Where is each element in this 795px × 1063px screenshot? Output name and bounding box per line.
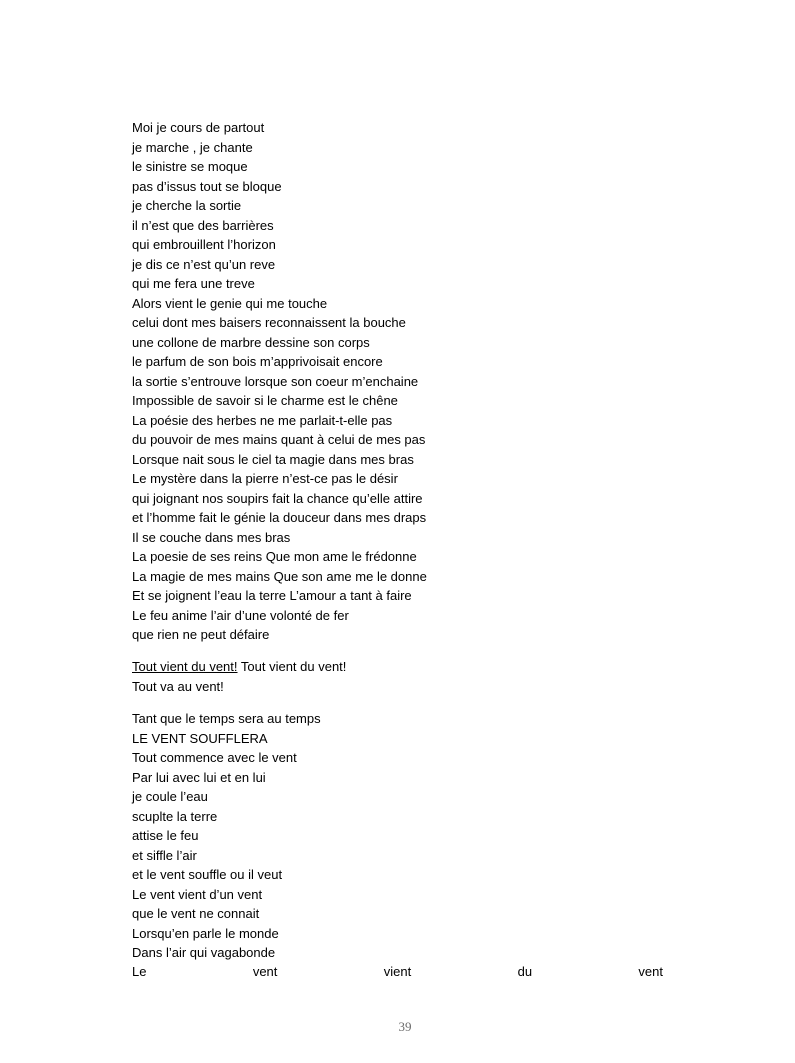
poem-line: le parfum de son bois m’apprivoisait encore bbox=[132, 354, 383, 369]
poem-line: pas d’issus tout se bloque bbox=[132, 178, 282, 194]
poem-line: La poesie de ses reins Que mon ame le frédonne bbox=[132, 549, 417, 564]
poem-line: scuplte la terre bbox=[132, 808, 218, 824]
final-word: vent bbox=[252, 964, 278, 979]
poem-line: et le vent souffle ou il veut bbox=[132, 867, 283, 882]
poem-line: je dis ce n’est qu’un reve bbox=[132, 256, 276, 272]
poem-line: qui me fera une treve bbox=[132, 276, 255, 291]
poem-line: que le vent ne connait bbox=[132, 906, 260, 921]
poem-line: je cherche la sortie bbox=[132, 198, 242, 213]
final-word: du bbox=[517, 964, 533, 979]
poem-line: je coule l’eau bbox=[132, 789, 208, 804]
poem-line: je marche , je chante bbox=[132, 139, 253, 155]
final-word: vent bbox=[638, 964, 663, 979]
final-word: vient bbox=[383, 964, 412, 979]
poem-line: Tant que le temps sera au temps bbox=[132, 711, 321, 726]
poem-line: le sinistre se moque bbox=[132, 159, 248, 174]
poem-line: Impossible de savoir si le charme est le chêne bbox=[132, 393, 398, 408]
poem-line: Lorsqu’en parle le monde bbox=[132, 925, 279, 941]
poem-line: que rien ne peut défaire bbox=[132, 627, 270, 642]
poem-line: du pouvoir de mes mains quant à celui de mes pas bbox=[132, 432, 426, 447]
poem-line: Par lui avec lui et en lui bbox=[132, 769, 266, 785]
poem-line: qui joignant nos soupirs fait la chance qu’elle attire bbox=[132, 490, 423, 506]
poem-line: LE VENT SOUFFLERA bbox=[132, 730, 268, 746]
poem-line: Tout va au vent! bbox=[132, 678, 224, 694]
poem-line: la sortie s’entrouve lorsque son coeur m’enchaine bbox=[132, 373, 419, 389]
poem-line: Lorsque nait sous le ciel ta magie dans mes bras bbox=[132, 451, 414, 467]
poem-line: Il se couche dans mes bras bbox=[132, 529, 291, 545]
justified-final-line bbox=[132, 962, 663, 982]
poem-line: La magie de mes mains Que son ame me le donne bbox=[132, 568, 427, 584]
page-number: 39 bbox=[398, 1019, 412, 1034]
poem-line: Alors vient le genie qui me touche bbox=[132, 295, 328, 311]
poem-line: Le feu anime l’air d’une volonté de fer bbox=[132, 607, 349, 623]
poem-line: Et se joignent l’eau la terre L’amour a tant à faire bbox=[132, 588, 412, 603]
poem-line: La poésie des herbes ne me parlait-t-elle pas bbox=[132, 412, 393, 428]
underlined-phrase: Tout vient du vent! bbox=[132, 659, 238, 674]
poem-stanza-3 bbox=[132, 709, 321, 963]
poem-refrain-line bbox=[132, 657, 346, 677]
refrain-rest: Tout vient du vent! bbox=[237, 659, 347, 674]
poem-line: il n’est que des barrières bbox=[132, 217, 274, 233]
poem-stanza-1 bbox=[132, 118, 427, 645]
poem-line: et l’homme fait le génie la douceur dans mes draps bbox=[132, 510, 427, 525]
final-word: Le bbox=[132, 964, 147, 979]
poem-line: une collone de marbre dessine son corps bbox=[132, 334, 370, 350]
poem-line: Le mystère dans la pierre n’est-ce pas le désir bbox=[132, 471, 398, 486]
poem-line: attise le feu bbox=[132, 828, 199, 843]
poem-line: et siffle l’air bbox=[132, 847, 197, 863]
poem-line: Tout commence avec le vent bbox=[132, 750, 297, 765]
poem-line: celui dont mes baisers reconnaissent la bouche bbox=[132, 315, 406, 330]
poem-line: Le vent vient d’un vent bbox=[132, 886, 263, 902]
poem-line: Dans l’air qui vagabonde bbox=[132, 945, 276, 960]
poem-line: Moi je cours de partout bbox=[132, 120, 265, 135]
poem-stanza-2 bbox=[132, 657, 346, 696]
poem-line: qui embrouillent l’horizon bbox=[132, 237, 276, 252]
